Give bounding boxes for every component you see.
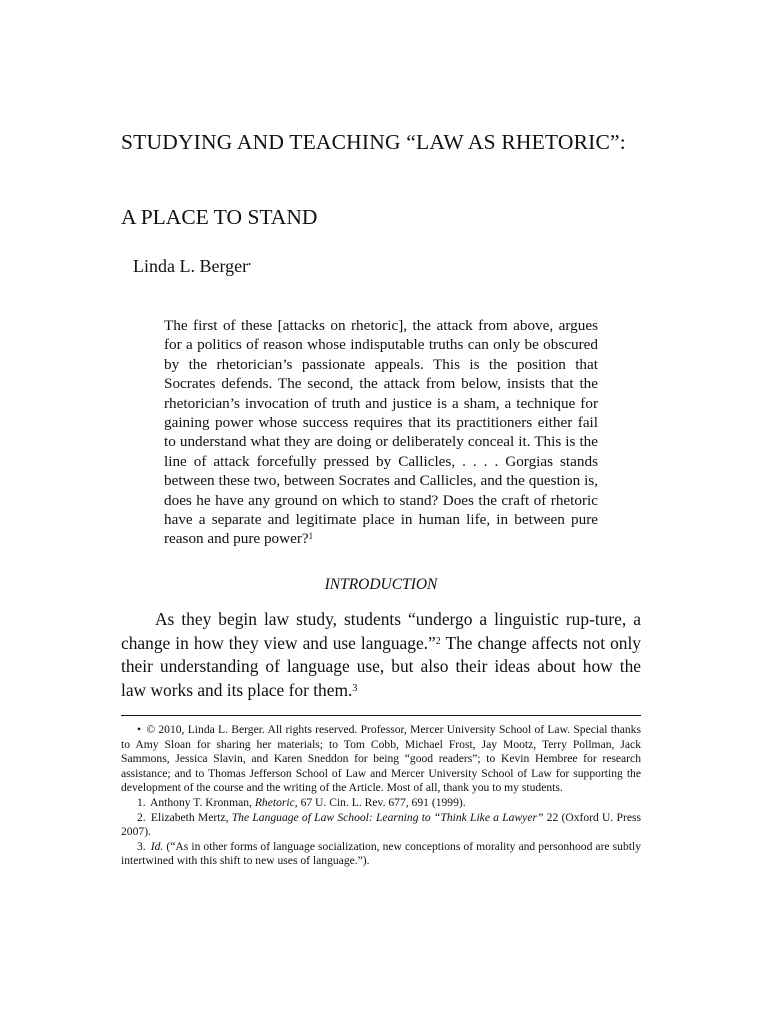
article-subtitle: A PLACE TO STAND bbox=[121, 205, 318, 229]
body-text-part-1: As they begin law study, students “undergo a linguistic rup-ture, a change in how they view and use language.” bbox=[121, 609, 641, 653]
footnote-2-number: 2. bbox=[137, 810, 146, 824]
footnote-3-number: 3. bbox=[137, 839, 146, 853]
article-title: STUDYING AND TEACHING “LAW AS RHETORIC”: bbox=[121, 130, 626, 154]
author-footnote-marker: • bbox=[248, 260, 251, 269]
footnote-3-text: (“As in other forms of language socialization, new conceptions of morality and personhood are subtly intertwined with this shift to new uses of language.”). bbox=[121, 839, 641, 868]
footnote-star-text: © 2010, Linda L. Berger. All rights reserved. Professor, Mercer University School of Law. Special thanks to Amy Sloan for sharing her materials; to Tom Cobb, Michael Frost, Jay Mootz, Terry Pollman, Jack Sammons, Jessica Slavin, and Karen Sneddon for being “good readers”; to Kevin Hembree for research assistance; and to Thomas Jefferson School of Law and Mercer University School of Law for supporting the development of the course and the writing of the Article. Most of all, thank you to my students. bbox=[121, 723, 641, 795]
footnote-1 bbox=[121, 796, 641, 811]
footnote-1-number: 1. bbox=[137, 795, 146, 809]
section-heading: INTRODUCTION bbox=[324, 576, 438, 593]
footnote-1-text-b: , 67 U. Cin. L. Rev. 677, 691 (1999). bbox=[294, 795, 466, 809]
author-line bbox=[133, 254, 251, 278]
footnote-3-italic: Id. bbox=[150, 839, 164, 853]
epigraph-footnote-ref: 1 bbox=[308, 531, 314, 542]
footnote-2-italic: The Language of Law School: Learning to “Think Like a Lawyer” bbox=[231, 810, 544, 824]
body-paragraph bbox=[121, 608, 641, 702]
footnote-2-text-a: Elizabeth Mertz, bbox=[150, 810, 232, 824]
footnote-star bbox=[121, 723, 641, 796]
body-footnote-ref-2: 2 bbox=[435, 635, 441, 647]
footnote-3 bbox=[121, 840, 641, 869]
footnote-divider bbox=[121, 715, 641, 716]
epigraph-quote bbox=[164, 316, 598, 549]
footnote-2 bbox=[121, 811, 641, 840]
footnotes bbox=[121, 723, 641, 869]
footnote-1-italic: Rhetoric bbox=[254, 795, 295, 809]
footnote-star-marker: • bbox=[137, 723, 142, 736]
body-footnote-ref-3: 3 bbox=[352, 682, 358, 694]
epigraph-text: The first of these [attacks on rhetoric], the attack from above, argues for a politics of reason whose indisputable truths can only be obscured by the rhetorician’s passionate appeals. This is the position that Socrates defends. The second, the attack from below, insists that the rhetorician’s invocation of truth and justice is a sham, a technique for gaining power whose success requires that its practitioners either fail to understand what they are doing or deliberately conceal it. This is the line of attack forcefully pressed by Callicles, . . . . Gorgias stands between these two, between Socrates and Callicles, and the question is, does he have any ground on which to stand? Does the craft of rhetoric have a separate and legitimate place in human life, in between pure reason and pure power? bbox=[164, 317, 598, 548]
footnote-2-text-b: 22 (Oxford U. Press 2007). bbox=[121, 810, 641, 839]
author-name: Linda L. Berger bbox=[133, 256, 249, 276]
footnote-1-text-a: Anthony T. Kronman, bbox=[149, 795, 255, 809]
body-text-part-2: The change affects not only their understanding of language use, but also their ideas about how the law works and its place for them. bbox=[121, 632, 641, 700]
